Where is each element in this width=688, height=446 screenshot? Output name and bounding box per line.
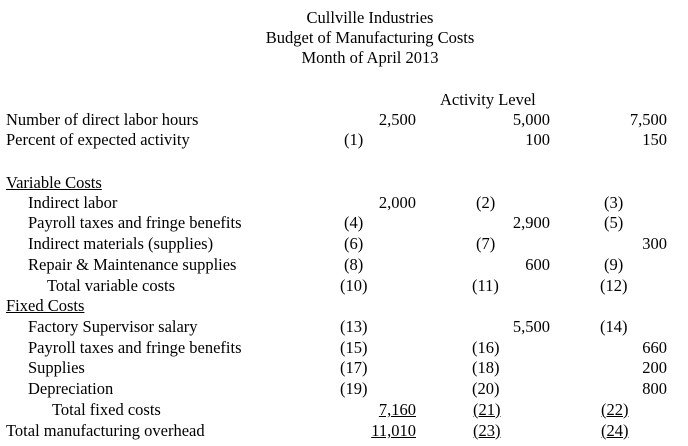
report-title: Budget of Manufacturing Costs — [265, 28, 475, 47]
repair-col1: (8) — [344, 255, 364, 274]
indirect-labor-col3: (3) — [604, 193, 624, 212]
depreciation-col3: 800 — [642, 379, 667, 398]
indirect-labor-col2: (2) — [476, 193, 496, 212]
variable-payroll-col3: (5) — [604, 213, 624, 232]
row-label-total-overhead: Total manufacturing overhead — [6, 421, 205, 440]
pct-col3: 150 — [642, 130, 667, 149]
depreciation-col2: (20) — [472, 379, 500, 398]
report-period: Month of April 2013 — [301, 48, 439, 67]
fixed-payroll-col3: 660 — [642, 338, 667, 357]
dlh-col1: 2,500 — [378, 110, 416, 129]
row-label-supplies: Supplies — [28, 358, 85, 377]
row-label-indirect-labor: Indirect labor — [28, 193, 118, 212]
indirect-labor-col1: 2,000 — [378, 193, 416, 212]
supplies-col3: 200 — [642, 358, 667, 377]
indirect-materials-col1: (6) — [344, 234, 364, 253]
pct-col2: 100 — [525, 130, 550, 149]
total-fixed-col1: 7,160 — [378, 400, 416, 419]
total-variable-col3: (12) — [600, 276, 628, 295]
fixed-costs-heading: Fixed Costs — [6, 296, 85, 315]
dlh-col3: 7,500 — [629, 110, 667, 129]
indirect-materials-col3: 300 — [642, 234, 667, 253]
total-fixed-col3: (22) — [601, 400, 629, 419]
row-label-direct-labor-hours: Number of direct labor hours — [6, 110, 199, 129]
total-variable-col2: (11) — [472, 276, 499, 295]
company-name: Cullville Industries — [306, 8, 434, 27]
total-variable-col1: (10) — [340, 276, 368, 295]
variable-payroll-col1: (4) — [344, 213, 364, 232]
row-label-indirect-materials: Indirect materials (supplies) — [28, 234, 214, 253]
fixed-payroll-col2: (16) — [472, 338, 500, 357]
supervisor-col3: (14) — [600, 317, 628, 336]
row-label-repair-maintenance: Repair & Maintenance supplies — [28, 255, 237, 274]
total-fixed-col2: (21) — [473, 400, 501, 419]
row-label-variable-payroll: Payroll taxes and fringe benefits — [28, 213, 242, 232]
repair-col2: 600 — [525, 255, 550, 274]
total-overhead-col1: 11,010 — [371, 421, 416, 440]
variable-costs-heading: Variable Costs — [6, 173, 102, 192]
activity-level-header: Activity Level — [440, 90, 536, 109]
row-label-total-variable: Total variable costs — [47, 276, 176, 295]
variable-payroll-col2: 2,900 — [512, 213, 550, 232]
supplies-col1: (17) — [340, 358, 368, 377]
row-label-depreciation: Depreciation — [28, 379, 114, 398]
depreciation-col1: (19) — [340, 379, 368, 398]
total-overhead-col3: (24) — [601, 421, 629, 440]
dlh-col2: 5,000 — [512, 110, 550, 129]
row-label-fixed-payroll: Payroll taxes and fringe benefits — [28, 338, 242, 357]
row-label-supervisor-salary: Factory Supervisor salary — [28, 317, 198, 336]
supplies-col2: (18) — [472, 358, 500, 377]
repair-col3: (9) — [604, 255, 624, 274]
supervisor-col2: 5,500 — [512, 317, 550, 336]
row-label-percent-activity: Percent of expected activity — [6, 130, 190, 149]
total-overhead-col2: (23) — [473, 421, 501, 440]
indirect-materials-col2: (7) — [476, 234, 496, 253]
row-label-total-fixed: Total fixed costs — [52, 400, 161, 419]
pct-col1: (1) — [344, 130, 364, 149]
supervisor-col1: (13) — [340, 317, 368, 336]
fixed-payroll-col1: (15) — [340, 338, 368, 357]
